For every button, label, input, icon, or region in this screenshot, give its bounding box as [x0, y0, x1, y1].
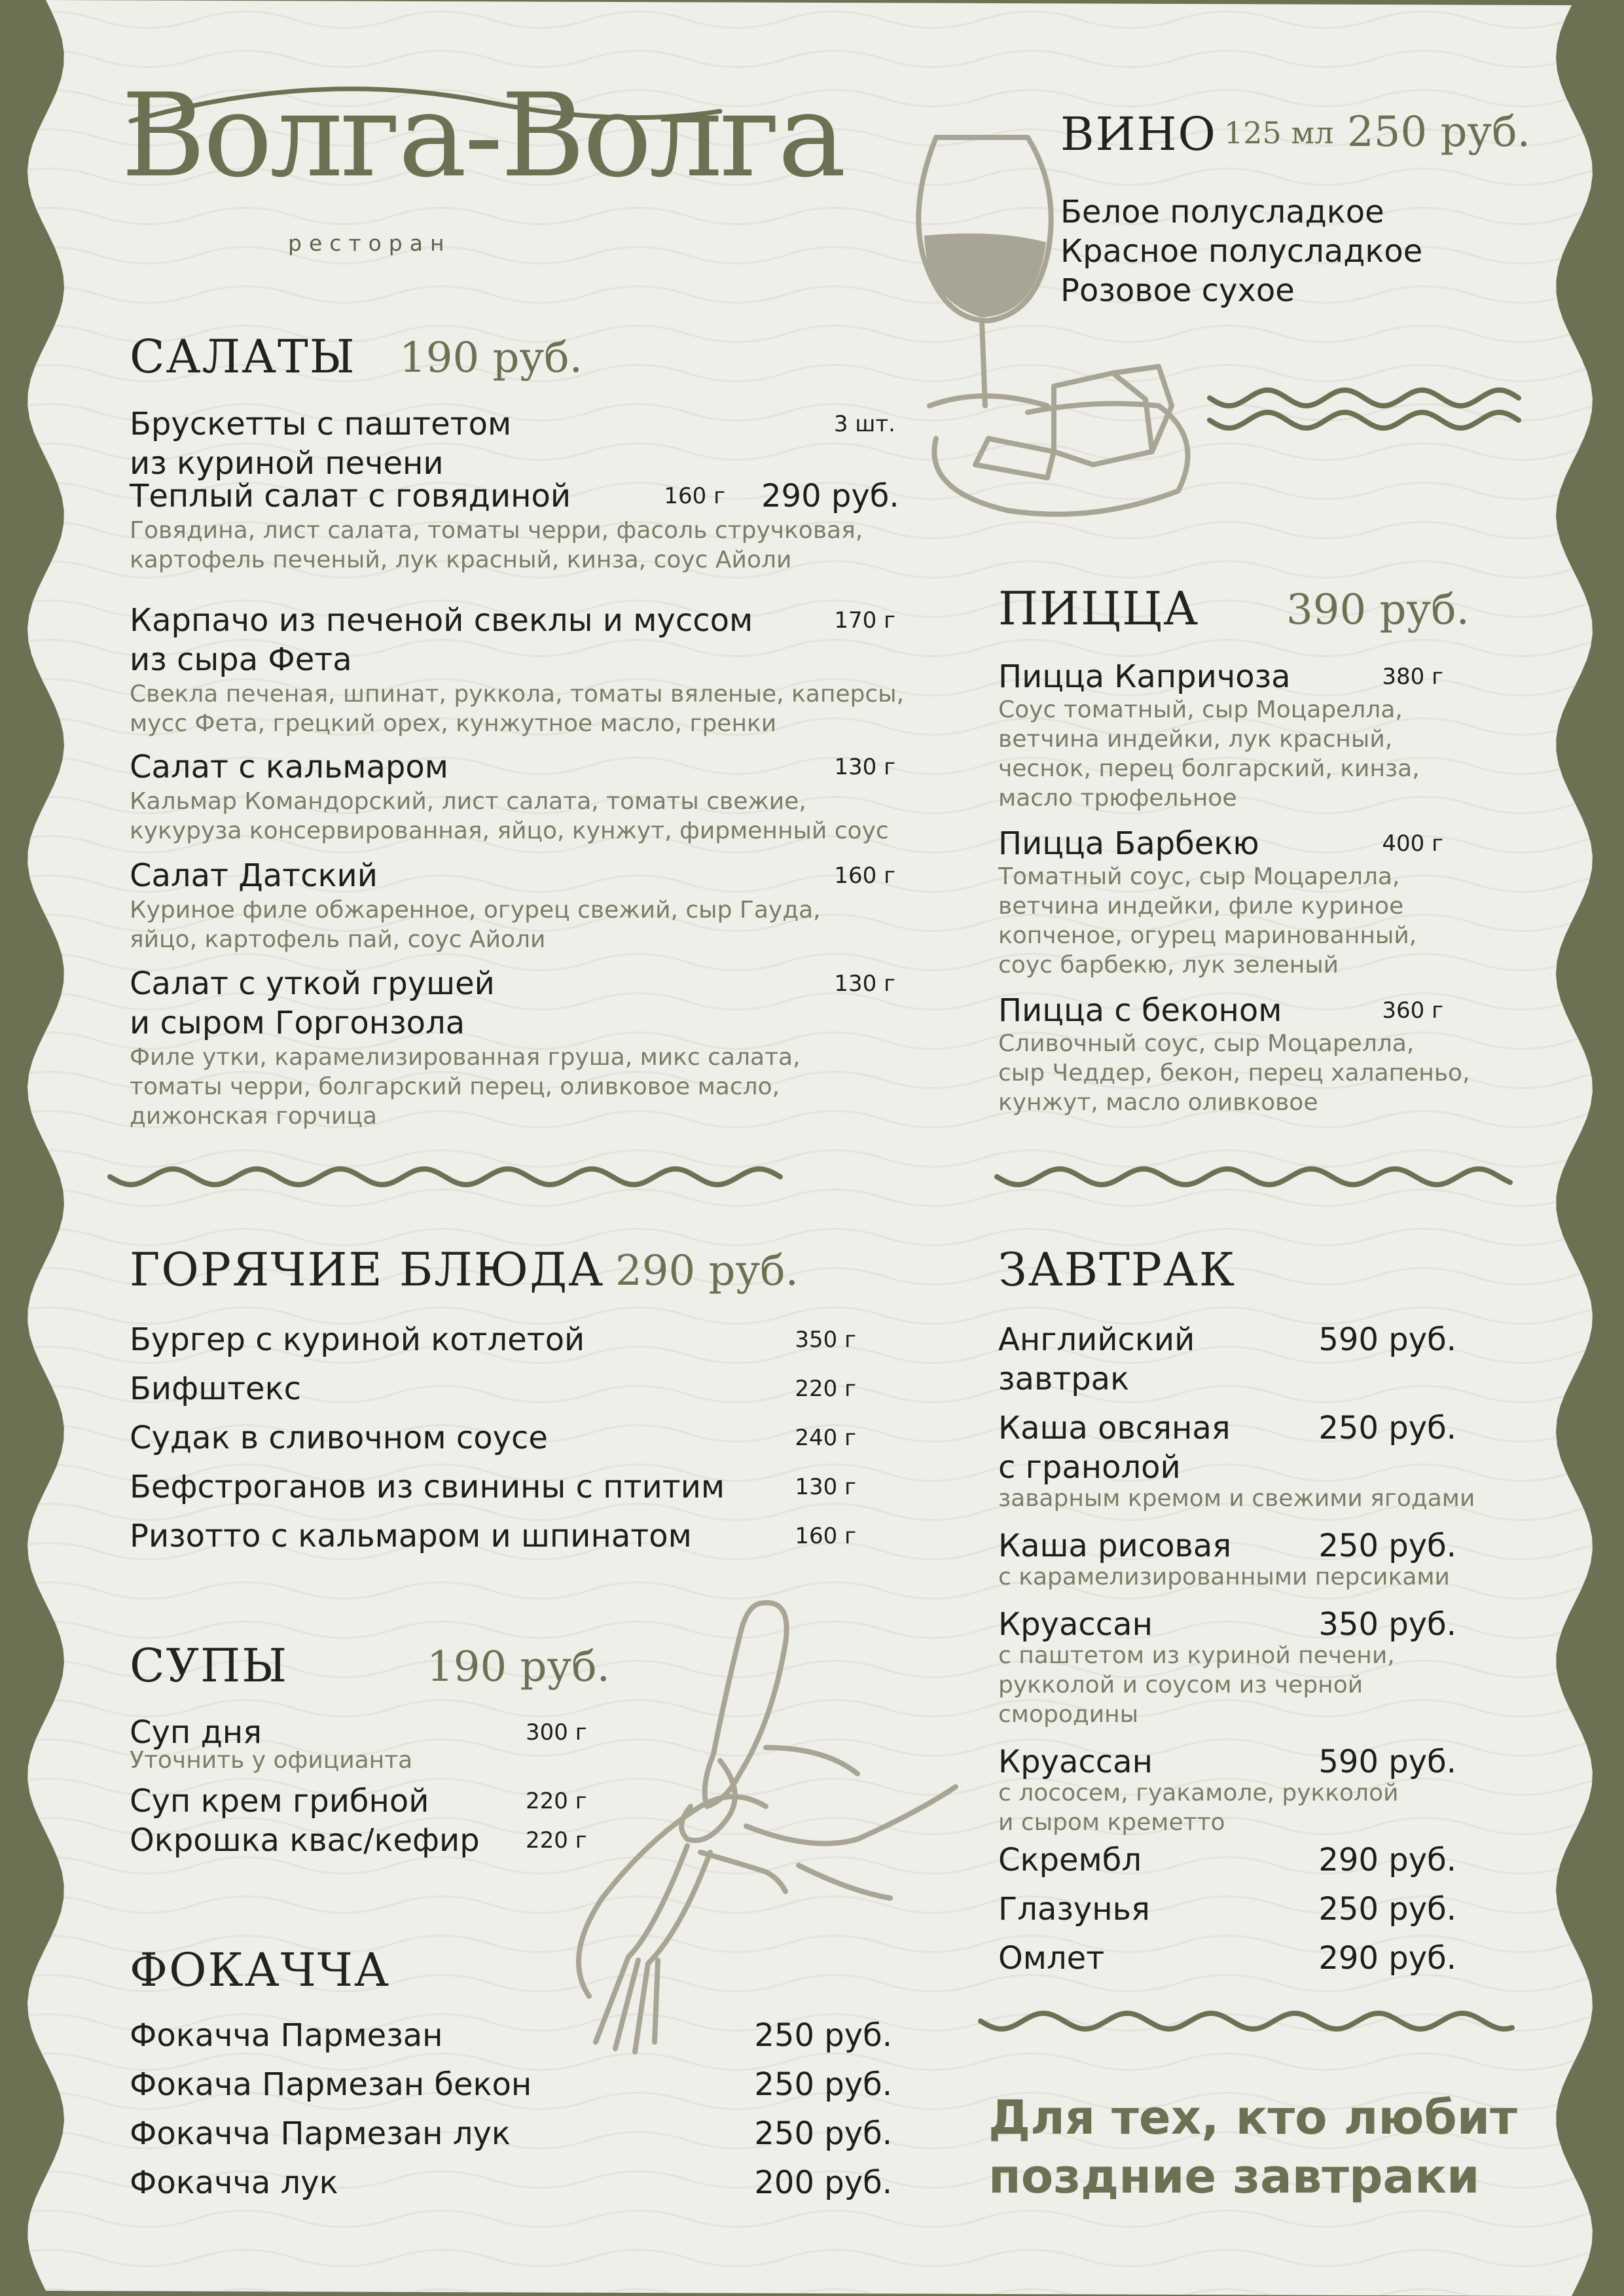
item-name: Судак в сливочном соусе [130, 1420, 548, 1456]
item-description: Свекла печеная, шпинат, руккола, томаты вяленые, каперсы, [130, 681, 905, 708]
wine-price-text: 250 руб. [1347, 108, 1530, 156]
item-description: томаты черри, болгарский перец, оливковое масло, [130, 1073, 780, 1100]
item-name: с гранолой [998, 1449, 1181, 1486]
slogan-line-1: Для тех, кто любит [988, 2090, 1517, 2145]
wine-item: Розовое сухое [1060, 272, 1295, 309]
wave-divider-bottom [975, 2003, 1519, 2042]
soups-list [130, 1713, 601, 1870]
soups-price: 190 руб. [427, 1643, 610, 1691]
item-name: Омлет [998, 1940, 1105, 1977]
breakfast-list [998, 1320, 1475, 1988]
wine-item: Белое полусладкое [1060, 194, 1384, 230]
item-description: Томатный соус, сыр Моцарелла, [998, 863, 1400, 890]
item-name: Скрембл [998, 1842, 1142, 1878]
item-weight: 130 г [795, 1474, 856, 1500]
wine-price [1347, 108, 1530, 156]
item-name: Круассан [998, 1744, 1153, 1780]
pizza-title: ПИЦЦА [998, 582, 1200, 636]
item-description: кукуруза консервированная, яйцо, кунжут, фирменный соус [130, 817, 889, 844]
item-description: чеснок, перец болгарский, кинза, [998, 755, 1420, 782]
item-name: и сыром Горгонзола [130, 1005, 465, 1041]
item-name: Пицца Капричоза [998, 658, 1291, 695]
item-name: Бургер с куриной котлетой [130, 1321, 585, 1358]
item-name: завтрак [998, 1361, 1130, 1397]
item-description: дижонская горчица [130, 1103, 377, 1130]
item-price: 290 руб. [1318, 1940, 1456, 1977]
item-description: Куриное филе обжаренное, огурец свежий, сыр Гауда, [130, 897, 821, 924]
item-description: с паштетом из куриной печени, [998, 1642, 1395, 1669]
item-description: мусс Фета, грецкий орех, кунжутное масло, гренки [130, 710, 777, 737]
slogan [988, 2088, 1517, 2206]
item-weight: 220 г [526, 1788, 587, 1814]
item-name: Каша овсяная [998, 1410, 1231, 1446]
item-description: ветчина индейки, филе куриное [998, 893, 1404, 920]
item-description: Говядина, лист салата, томаты черри, фасоль стручковая, [130, 517, 863, 544]
item-name: Каша рисовая [998, 1528, 1232, 1564]
item-weight: 170 г [834, 607, 895, 634]
salads-price: 190 руб. [399, 334, 583, 382]
item-weight: 350 г [795, 1327, 856, 1353]
item-name: Салат с уткой грушей [130, 965, 495, 1002]
item-description: копченое, огурец маринованный, [998, 922, 1417, 949]
item-name: Суп крем грибной [130, 1783, 429, 1820]
item-description: Сливочный соус, сыр Моцарелла, [998, 1030, 1415, 1057]
item-name: Фокачча лук [130, 2164, 338, 2201]
item-name: Фокачча Пармезан [130, 2017, 443, 2054]
item-description: картофель печеный, лук красный, кинза, соус Айоли [130, 547, 792, 573]
breakfast-title: ЗАВТРАК [998, 1243, 1236, 1297]
item-name: из куриной печени [130, 445, 444, 482]
item-name: Пицца Барбекю [998, 825, 1259, 862]
item-price: 250 руб. [754, 2066, 892, 2103]
item-weight: 130 г [834, 754, 895, 780]
item-name: Английский [998, 1321, 1195, 1358]
item-weight: 160 г [795, 1523, 856, 1549]
brand-logo: Волга-Волга [121, 69, 844, 203]
item-description: с карамелизированными персиками [998, 1564, 1450, 1590]
wine-item: Красное полусладкое [1060, 233, 1423, 270]
hot-title: ГОРЯЧИЕ БЛЮДА [130, 1243, 605, 1297]
item-weight: 300 г [526, 1719, 587, 1746]
item-name: Салат Датский [130, 857, 378, 894]
item-weight: 160 г [834, 863, 895, 889]
item-weight: 380 г [1382, 664, 1443, 690]
logo-swash [118, 75, 727, 147]
salads-title: САЛАТЫ [130, 330, 356, 384]
item-description: с лососем, гуакамоле, рукколой [998, 1780, 1399, 1806]
item-name: Ризотто с кальмаром и шпинатом [130, 1518, 692, 1554]
item-description: Уточнить у официанта [130, 1747, 413, 1774]
item-description: заварным кремом и свежими ягодами [998, 1485, 1475, 1512]
item-name: Теплый салат с говядиной [130, 478, 571, 514]
pizza-price: 390 руб. [1286, 586, 1470, 634]
wine-title: ВИНО [1060, 107, 1217, 161]
item-name: Круассан [998, 1606, 1153, 1643]
item-description: Соус томатный, сыр Моцарелла, [998, 696, 1403, 723]
focaccia-list [130, 2016, 895, 2212]
item-description: ветчина индейки, лук красный, [998, 726, 1393, 753]
brand-subtitle: ресторан [288, 230, 452, 256]
item-price: 250 руб. [754, 2017, 892, 2054]
item-description: смородины [998, 1701, 1139, 1728]
item-weight: 160 г [664, 483, 725, 509]
wine-glass-icon [897, 124, 1211, 530]
item-name: Карпачо из печеной свеклы и муссом [130, 602, 753, 639]
item-name: Пицца с беконом [998, 992, 1282, 1029]
item-description: Кальмар Командорский, лист салата, томаты свежие, [130, 788, 806, 815]
salads-list [130, 404, 909, 1131]
item-description: и сыром креметто [998, 1809, 1225, 1836]
wine-volume: 125 мл [1224, 115, 1334, 151]
item-name: Бефстроганов из свинины с птитим [130, 1469, 725, 1505]
item-weight: 130 г [834, 971, 895, 997]
item-description: яйцо, картофель пай, соус Айоли [130, 926, 546, 953]
item-price: 290 руб. [1318, 1842, 1456, 1878]
item-price: 250 руб. [1318, 1891, 1456, 1928]
item-weight: 400 г [1382, 831, 1443, 857]
item-price: 590 руб. [1318, 1321, 1456, 1358]
soups-title: СУПЫ [130, 1639, 289, 1693]
item-weight: 220 г [795, 1376, 856, 1402]
wave-divider-right [992, 1158, 1515, 1198]
item-weight: 360 г [1382, 997, 1443, 1024]
item-price: 350 руб. [1318, 1606, 1456, 1643]
item-description: масло трюфельное [998, 785, 1237, 812]
item-description: рукколой и соусом из черной [998, 1672, 1363, 1698]
item-price: 590 руб. [1318, 1744, 1456, 1780]
item-price: 250 руб. [1318, 1410, 1456, 1446]
item-price: 290 руб. [761, 478, 899, 514]
item-description: Филе утки, карамелизированная груша, микс салата, [130, 1044, 801, 1071]
item-description: кунжут, масло оливковое [998, 1089, 1318, 1116]
item-name: Глазунья [998, 1891, 1150, 1928]
item-price: 200 руб. [754, 2164, 892, 2201]
item-description: сыр Чеддер, бекон, перец халапеньо, [998, 1060, 1470, 1086]
item-name: Суп дня [130, 1714, 262, 1751]
focaccia-title: ФОКАЧЧА [130, 1943, 390, 1997]
hot-price: 290 руб. [615, 1247, 799, 1295]
item-name: из сыра Фета [130, 641, 352, 678]
slogan-line-2: поздние завтраки [988, 2149, 1480, 2204]
item-weight: 3 шт. [833, 411, 895, 437]
item-name: Брускетты с паштетом [130, 406, 512, 442]
hot-list [130, 1320, 909, 1569]
wave-divider-left [105, 1158, 785, 1198]
item-price: 250 руб. [754, 2115, 892, 2152]
item-name: Бифштекс [130, 1371, 301, 1407]
item-price: 250 руб. [1318, 1528, 1456, 1564]
item-name: Фокача Пармезан бекон [130, 2066, 532, 2103]
item-description: соус барбекю, лук зеленый [998, 952, 1339, 978]
item-name: Окрошка квас/кефир [130, 1822, 480, 1859]
item-weight: 240 г [795, 1425, 856, 1451]
pizza-list [998, 657, 1470, 1128]
item-name: Салат с кальмаром [130, 749, 448, 785]
item-name: Фокачча Пармезан лук [130, 2115, 511, 2152]
wave-divider-wine [1204, 380, 1525, 439]
item-weight: 220 г [526, 1827, 587, 1854]
